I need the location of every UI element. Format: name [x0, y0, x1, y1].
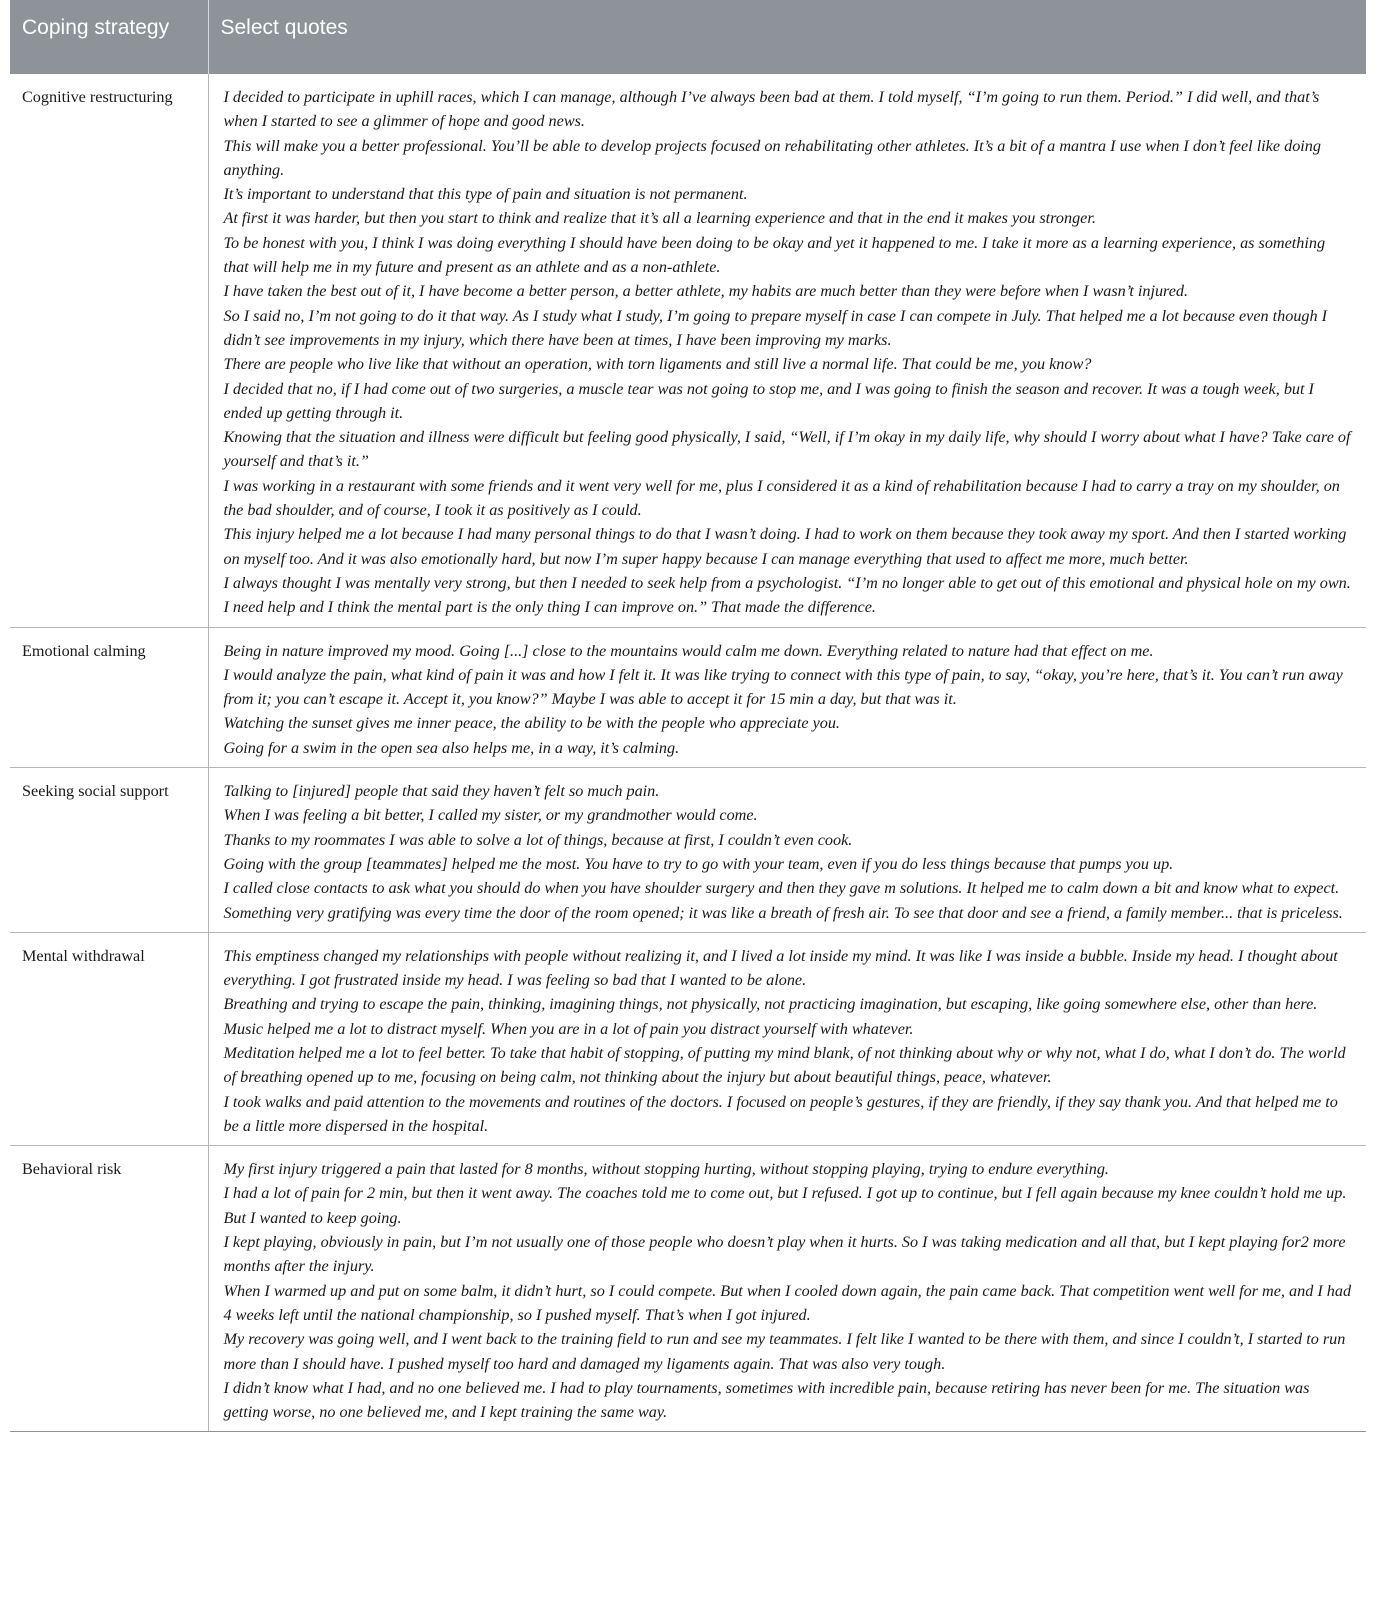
- coping-strategies-table: [10, 0, 1366, 1432]
- table-header: [10, 0, 1366, 74]
- quote-text: When I warmed up and put on some balm, it didn’t hurt, so I could compete. But when I cooled down again, the pain came back. That competition went well for me, and I had 4 weeks left until the national championship, so I pushed myself. That’s when I got injured.: [223, 1281, 1352, 1324]
- coping-strategy-cell: Emotional calming: [10, 627, 208, 767]
- table-row: [10, 74, 1366, 627]
- quote-text: To be honest with you, I think I was doing everything I should have been doing to be okay and yet it happened to me. I take it more as a learning experience, as something that will help me in my future and present as an athlete and as a non-athlete.: [223, 233, 1326, 277]
- quote-text: I had a lot of pain for 2 min, but then it went away. The coaches told me to come out, but I refused. I got up to continue, but I fell again because my knee couldn’t hold me up. But I wanted to keep going.: [223, 1184, 1347, 1227]
- quote-text: I would analyze the pain, what kind of pain it was and how I felt it. It was like trying to connect with this type of pain, to say, “okay, you’re here, that’s it. You can’t run away from it; you can’t escape it. Accept it, you know?” Maybe I was able to accept it for 15 min a day, but that was it.: [223, 665, 1343, 709]
- quote-text: Something very gratifying was every time the door of the room opened; it was like a breath of fresh air. To see that door and see a friend, a family member... that is priceless.: [223, 903, 1343, 922]
- quote-text: I didn’t know what I had, and no one believed me. I had to play tournaments, sometimes with incredible pain, because retiring has never been for me. The situation was getting worse, no one believed me, and I kept training the same way.: [223, 1378, 1310, 1422]
- table-row: [10, 932, 1366, 1145]
- table-row: [10, 1146, 1366, 1432]
- coping-strategy-cell: Mental withdrawal: [10, 932, 208, 1145]
- quote-text: So I said no, I’m not going to do it that way. As I study what I study, I’m going to prepare myself in case I can compete in July. That helped me a lot because even though I didn’t see improvements in my injury, which there have been at times, I have been improving my marks.: [223, 306, 1328, 349]
- quote-text: I took walks and paid attention to the movements and routines of the doctors. I focused on people’s gestures, if they are friendly, if they say thank you. And that helped me to be a little more dispersed in the hospital.: [223, 1092, 1338, 1135]
- quote-text: Thanks to my roommates I was able to solve a lot of things, because at first, I couldn’t even cook.: [223, 830, 853, 849]
- quotes-cell: [208, 74, 1366, 627]
- quote-text: It’s important to understand that this type of pain and situation is not permanent.: [223, 185, 748, 204]
- quotes-cell: [208, 627, 1366, 767]
- header-select-quotes: Select quotes: [208, 0, 1366, 74]
- quote-text: Going for a swim in the open sea also helps me, in a way, it’s calming.: [223, 738, 680, 757]
- quote-text: My first injury triggered a pain that lasted for 8 months, without stopping hurting, without stopping playing, trying to endure everything.: [223, 1160, 1109, 1179]
- quote-text: When I was feeling a bit better, I called my sister, or my grandmother would come.: [223, 806, 758, 825]
- coping-strategy-cell: Behavioral risk: [10, 1146, 208, 1432]
- quote-text: I was working in a restaurant with some friends and it went very well for me, plus I considered it as a kind of rehabilitation because I had to carry a tray on my shoulder, on the bad shoulder, and of course, I took it as positively as I could.: [223, 476, 1340, 520]
- coping-strategy-cell: Cognitive restructuring: [10, 74, 208, 627]
- quote-text: This will make you a better professional. You’ll be able to develop projects focused on rehabilitating other athletes. It’s a bit of a mantra I use when I don’t feel like doing anything.: [223, 136, 1321, 179]
- coping-strategies-table-page: [10, 0, 1366, 1432]
- quote-text: Knowing that the situation and illness were difficult but feeling good physically, I said, “Well, if I’m okay in my daily life, why should I worry about what I have? Take care of yourself and that’s it.”: [223, 428, 1351, 471]
- quote-text: This injury helped me a lot because I had many personal things to do that I wasn’t doing. I had to work on them because they took away my sport. And then I started working on myself too. And it was also emotionally hard, but now I’m super happy because I can manage everything that used to affect me more, much better.: [223, 525, 1347, 568]
- quote-text: Breathing and trying to escape the pain, thinking, imagining things, not physically, not practicing imagination, but escaping, like going somewhere else, other than here.: [223, 995, 1318, 1014]
- header-row: [10, 0, 1366, 74]
- quote-text: This emptiness changed my relationships with people without realizing it, and I lived a lot inside my mind. It was like I was inside a bubble. Inside my head. I thought about everything. I got frustrated inside my head. I was feeling so bad that I wanted to be alone.: [223, 946, 1338, 990]
- quote-text: Going with the group [teammates] helped me the most. You have to try to go with your team, even if you do less things because that pumps you up.: [223, 854, 1174, 873]
- table-row: [10, 768, 1366, 933]
- quote-text: There are people who live like that without an operation, with torn ligaments and still live a normal life. That could be me, you know?: [223, 355, 1092, 374]
- quote-text: Meditation helped me a lot to feel better. To take that habit of stopping, of putting my mind blank, of not thinking about why or why not, what I do, what I don’t do. The world of breathing opened up to me, focusing on being calm, not thinking about the injury but about beautiful things, peace, whatever.: [223, 1043, 1346, 1087]
- quote-text: Watching the sunset gives me inner peace, the ability to be with the people who appreciate you.: [223, 714, 840, 733]
- table-row: [10, 627, 1366, 767]
- quote-text: I called close contacts to ask what you should do when you have shoulder surgery and then they gave m solutions. It helped me to calm down a bit and know what to expect.: [223, 879, 1340, 898]
- coping-strategy-cell: Seeking social support: [10, 768, 208, 933]
- quote-text: I always thought I was mentally very strong, but then I needed to seek help from a psychologist. “I’m no longer able to get out of this emotional and physical hole on my own. I need help and I think the mental part is the only thing I can improve on.” That made the difference.: [223, 573, 1351, 617]
- quote-text: Being in nature improved my mood. Going [...] close to the mountains would calm me down. Everything related to nature had that effect on me.: [223, 641, 1154, 660]
- table-body: [10, 74, 1366, 1432]
- quote-text: At first it was harder, but then you start to think and realize that it’s all a learning experience and that in the end it makes you stronger.: [223, 209, 1096, 228]
- quote-text: I decided that no, if I had come out of two surgeries, a muscle tear was not going to stop me, and I was going to finish the season and recover. It was a tough week, but I ended up getting through it.: [223, 379, 1314, 422]
- header-coping-strategy: Coping strategy: [10, 0, 208, 74]
- quote-text: My recovery was going well, and I went back to the training field to run and see my teammates. I felt like I wanted to be there with them, and since I couldn’t, I started to run more than I should have. I pushed myself too hard and damaged my ligaments again. That was also very tough.: [223, 1330, 1346, 1373]
- quote-text: I decided to participate in uphill races, which I can manage, although I’ve always been bad at them. I told myself, “I’m going to run them. Period.” I did well, and that’s when I started to see a glimmer of hope and good news.: [223, 88, 1320, 131]
- quotes-cell: [208, 1146, 1366, 1432]
- quotes-cell: [208, 768, 1366, 933]
- quote-text: Music helped me a lot to distract myself. When you are in a lot of pain you distract yourself with whatever.: [223, 1019, 914, 1038]
- quote-text: I kept playing, obviously in pain, but I’m not usually one of those people who doesn’t play when it hurts. So I was taking medication and all that, but I kept playing for2 more months after the injury.: [223, 1233, 1346, 1276]
- quote-text: I have taken the best out of it, I have become a better person, a better athlete, my habits are much better than they were before when I wasn’t injured.: [223, 282, 1189, 301]
- quote-text: Talking to [injured] people that said they haven’t felt so much pain.: [223, 782, 660, 801]
- quotes-cell: [208, 932, 1366, 1145]
